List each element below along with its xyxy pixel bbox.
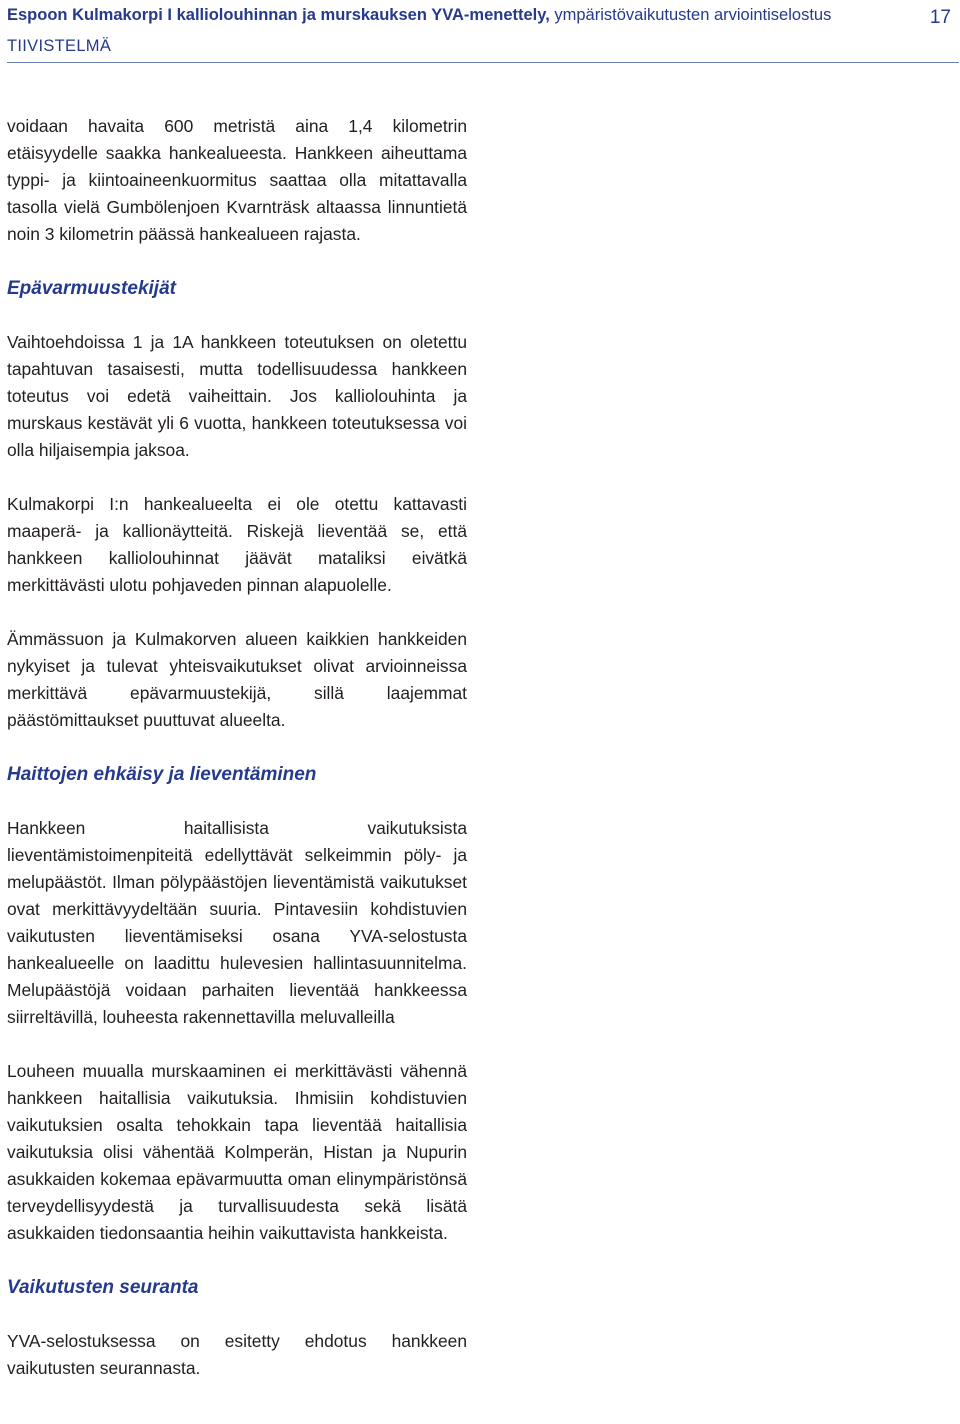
paragraph-1: voidaan havaita 600 metristä aina 1,4 kilometrin etäisyydelle saakka hankealueesta. Hankkeen aiheuttama typpi- ja kiintoaineenkuormitus saattaa olla mitattavalla tasolla vielä Gumbölenjoen Kvarnträsk altaassa linnuntietä noin 3 kilometrin päässä hankealueen rajasta. xyxy=(7,116,467,244)
document-title xyxy=(7,4,831,26)
heading-uncertainties: Epävarmuustekijät xyxy=(7,278,176,299)
header-divider xyxy=(7,62,959,63)
document-title-bold: Espoon Kulmakorpi I kalliolouhinnan ja murskauksen YVA-menettely, xyxy=(7,6,550,24)
paragraph-2: Vaihtoehdoissa 1 ja 1A hankkeen toteutuksen on oletettu tapahtuvan tasaisesti, mutta todellisuudessa hankkeen toteutus voi edetä vaiheittain. Jos kalliolouhinta ja murskaus kestävät yli 6 vuotta, hankkeen toteutuksessa voi olla hiljaisempia jaksoa. xyxy=(7,332,467,460)
paragraph-6: Louheen muualla murskaaminen ei merkittävästi vähennä hankkeen haitallisia vaikutuksia. Ihmisiin kohdistuvien vaikutuksien osalta tehokkain tapa lieventää haitallisia vaikutuksia olisi vähentää Kolmperän, Histan ja Nupurin asukkaiden kokemaa epävarmuutta oman elinympäristönsä terveydellisyydestä ja turvallisuudesta sekä lisätä asukkaiden tiedonsaantia heihin vaikuttavista hankkeista. xyxy=(7,1061,467,1243)
paragraph-4: Ämmässuon ja Kulmakorven alueen kaikkien hankkeiden nykyiset ja tulevat yhteisvaikutukset olivat arvioinneissa merkittävä epävarmuustekijä, sillä laajemmat päästömittaukset puuttuvat alueelta. xyxy=(7,629,467,730)
document-title-regular: ympäristövaikutusten arviointiselostus xyxy=(549,6,832,24)
paragraph-7: YVA-selostuksessa on esitetty ehdotus hankkeen vaikutusten seurannasta. xyxy=(7,1331,467,1378)
page-header xyxy=(7,4,957,62)
paragraph-5: Hankkeen haitallisista vaikutuksista lieventämistoimenpiteitä edellyttävät selkeimmin pöly- ja melupäästöt. Ilman pölypäästöjen lieventämistä vaikutukset ovat merkittävyydeltään suuria. Pintavesiin kohdistuvien vaikutusten lieventämiseksi osana YVA-selostusta hankealueelle on laadittu hulevesien hallintasuunnitelma. Melupäästöjä voidaan parhaiten lieventää hankkeessa siirreltävillä, louheesta rakennettavilla meluvalleilla xyxy=(7,818,467,1027)
heading-mitigation: Haittojen ehkäisy ja lieventäminen xyxy=(7,764,317,785)
page-number: 17 xyxy=(929,7,951,28)
section-label: TIIVISTELMÄ xyxy=(7,37,112,55)
paragraph-3: Kulmakorpi I:n hankealueelta ei ole otettu kattavasti maaperä- ja kallionäytteitä. Riskejä lieventää se, että hankkeen kalliolouhinnat jäävät mataliksi eivätkä merkittävästi ulotu pohjaveden pinnan alapuolelle. xyxy=(7,494,467,595)
heading-monitoring: Vaikutusten seuranta xyxy=(7,1277,199,1298)
main-column xyxy=(7,113,467,1382)
